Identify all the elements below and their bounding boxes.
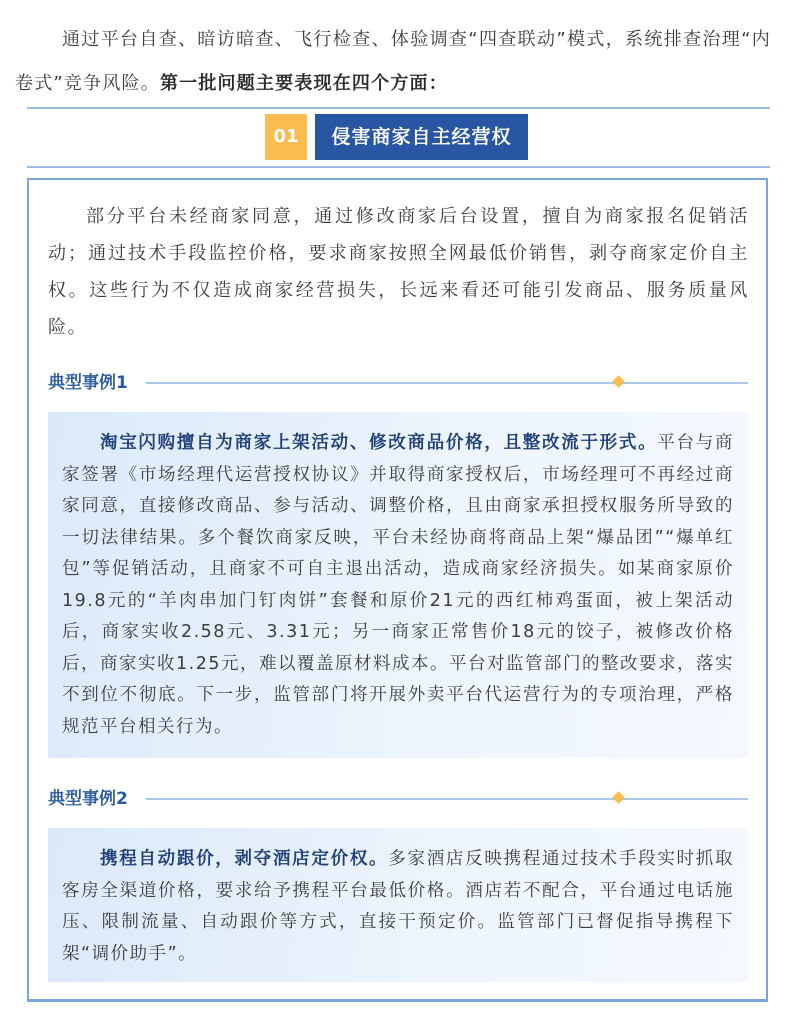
section-paragraph: 部分平台未经商家同意，通过修改商家后台设置，擅自为商家报名促销活动；通过技术手段监控价格，要求商家按照全网最低价销售，剥夺商家定价自主权。这些行为不仅造成商家经营损失，长远来看还可能引发商品、服务质量风险。 [48, 206, 749, 338]
intro-paragraph [15, 18, 771, 106]
case-2-label: 典型事例2 [48, 789, 128, 809]
section-title: 侵害商家自主经营权 [315, 114, 528, 160]
intro-bold-text: 第一批问题主要表现在四个方面： [159, 73, 448, 94]
divider-top [27, 107, 770, 109]
intro-text: 通过平台自查、暗访暗查、飞行检查、体验调查“四查联动”模式，系统排查治理“内卷式”竞争风险。 [15, 29, 771, 94]
case-2-header [48, 784, 748, 814]
case-1-body: 平台与商家签署《市场经理代运营授权协议》并取得商家授权后，市场经理可不再经过商家同意，直接修改商品、参与活动、调整价格，且由商家承担授权服务所导致的一切法律结果。多个餐饮商家反映，平台未经协商将商品上架“爆品团”“爆单红包”等促销活动，且商家不可自主退出活动，造成商家经济损失。如某商家原价19.8元的“羊肉串加门钉肉饼”套餐和原价21元的西红柿鸡蛋面，被上架活动后，商家实收2.58元、3.31元；另一商家正常售价18元的饺子，被修改价格后，商家实收1.25元，难以覆盖原材料成本。平台对监管部门的整改要求，落实不到位不彻底。下一步，监管部门将开展外卖平台代运营行为的专项治理，严格规范平台相关行为。 [62, 433, 734, 737]
case-2-line [146, 798, 636, 800]
case-1-box [48, 412, 748, 758]
case-2-line-right [633, 798, 748, 800]
divider-bottom [27, 166, 770, 168]
diamond-icon [612, 375, 625, 388]
case-1-header [48, 368, 748, 398]
diamond-icon [612, 791, 625, 804]
case-1-bold: 淘宝闪购擅自为商家上架活动、修改商品价格，且整改流于形式。 [100, 433, 658, 453]
case-2-bold: 携程自动跟价，剥夺酒店定价权。 [100, 849, 389, 869]
case-1-text [62, 428, 734, 743]
case-2-body: 多家酒店反映携程通过技术手段实时抓取客房全渠道价格，要求给予携程平台最低价格。酒店若不配合，平台通过电话施压、限制流量、自动跟价等方式，直接干预定价。监管部门已督促指导携程下架“调价助手”。 [62, 849, 734, 964]
case-1-line-right [633, 382, 748, 384]
case-1-line [146, 382, 636, 384]
case-2-text [62, 844, 734, 970]
case-1-label: 典型事例1 [48, 373, 128, 393]
case-2-box [48, 828, 748, 982]
section-number-badge: 01 [265, 114, 307, 160]
